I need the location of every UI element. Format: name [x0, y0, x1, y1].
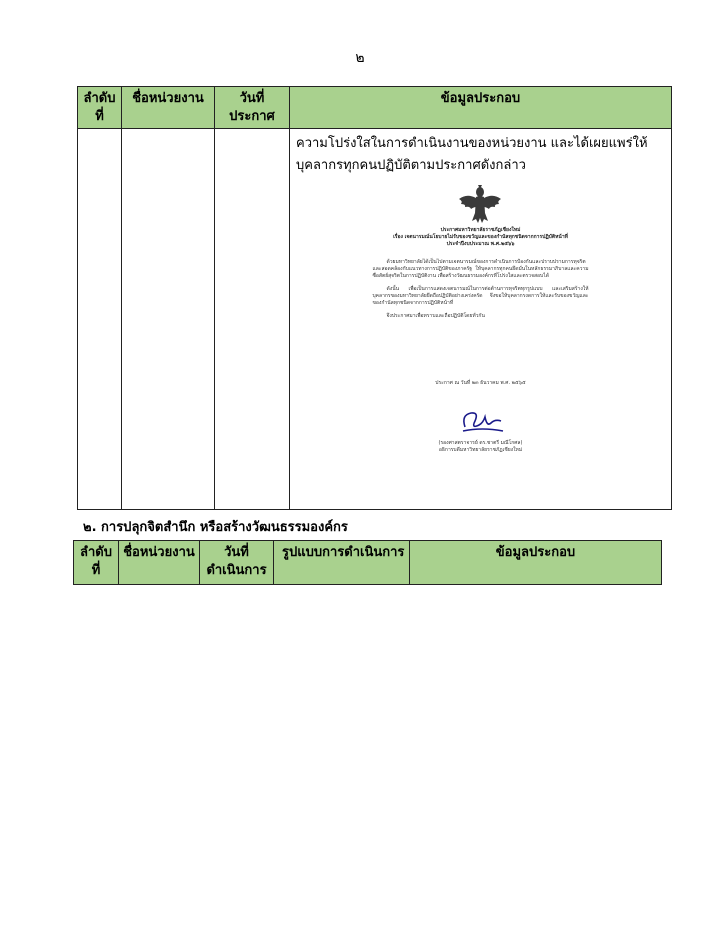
- announcement-date: ประกาศ ณ วันที่ ๒๓ ธันวาคม พ.ศ. ๒๕๖๕: [435, 380, 526, 386]
- cell-date: [215, 129, 290, 510]
- col-header-method: [274, 541, 410, 585]
- col-header-agency: [119, 541, 200, 585]
- header-text: รูปแบบการดำเนินการ: [282, 545, 405, 560]
- col-header-date: [200, 541, 274, 585]
- header-text: ลำดับ ที่: [83, 91, 116, 124]
- table-header-row: [74, 541, 662, 585]
- announcement-body: [373, 259, 589, 326]
- announcement-paragraph: ดังนั้น เพื่อเป็นการแสดงเจตนารมณ์ในการต่อต้านการทุจริตทุกรูปแบบ และเสริมสร้างให้บุคลากรของมหาวิทยาลัยยึดถือปฏิบัติอย่างเคร่งครัด จึงขอให้บุคลากรงดการให้และรับของขวัญและของกำนัลทุกชนิดจากการปฏิบัติหน้าที่: [372, 286, 589, 306]
- header-text: ลำดับ ที่: [80, 545, 112, 578]
- section-heading: ๒. การปลุกจิตสำนึก หรือสร้างวัฒนธรรมองค์กร: [83, 520, 348, 535]
- announcement-document: [365, 185, 597, 483]
- announcement-paragraph: จึงประกาศมาเพื่อทราบและถือปฏิบัติโดยทั่วกัน: [386, 313, 485, 319]
- col-header-agency: [122, 87, 215, 129]
- announcement-signer: (รองศาสตราจารย์ ดร.ชาตรี มณีโกศล) อธิการบดีมหาวิทยาลัยราชภัฏเชียงใหม่: [438, 440, 523, 453]
- announcement-paragraph: ด้วยมหาวิทยาลัยได้เป็นไปตามเจตนารมณ์ของการดำเนินการป้องกันและปราบปรามการทุจริต และสอดคล้องกับแนวทางการปฏิบัติของภาครัฐ ให้บุคลากรทุกคนยึดมั่นในหลักธรรมาภิบาลและความซื่อสัตย์สุจริตในการปฏิบัติงาน เพื่อสร้างวัฒนธรรมองค์กรที่โปร่งใสและตรวจสอบได้: [372, 259, 589, 279]
- col-header-order: [74, 541, 119, 585]
- announcement-title: ประกาศมหาวิทยาลัยราชภัฏเชียงใหม่ เรื่อง เจตนารมณ์นโยบายไม่รับของขวัญและของกำนัลทุกชนิดจากการปฏิบัติหน้าที่ ประจำปีงบประมาณ พ.ศ.๒๕๖๖: [393, 227, 568, 247]
- table-header-row: [78, 87, 672, 129]
- header-text: วันที่ ดำเนินการ: [206, 545, 267, 578]
- col-header-info: [410, 541, 662, 585]
- page-number: ๒: [355, 50, 365, 66]
- activity-table: [73, 540, 662, 585]
- table-row: [78, 129, 672, 510]
- info-table: [77, 86, 672, 510]
- header-text: วันที่ ประกาศ: [229, 91, 275, 124]
- col-header-date: [215, 87, 290, 129]
- cell-agency: [122, 129, 215, 510]
- garuda-emblem-icon: [457, 185, 503, 225]
- header-text: ชื่อหน่วยงาน: [132, 91, 204, 106]
- cell-order: [78, 129, 122, 510]
- cell-info: [290, 129, 672, 510]
- header-text: ชื่อหน่วยงาน: [123, 545, 195, 560]
- col-header-info: [290, 87, 672, 129]
- col-header-order: [78, 87, 122, 129]
- header-text: ข้อมูลประกอบ: [495, 545, 576, 560]
- header-text: ข้อมูลประกอบ: [440, 91, 521, 106]
- info-text: ความโปร่งใสในการดำเนินงานของหน่วยงาน และได้เผยแพร่ให้บุคลากรทุกคนปฏิบัติตามประกาศดังกล่าว: [296, 136, 648, 173]
- signature-icon: [457, 407, 507, 435]
